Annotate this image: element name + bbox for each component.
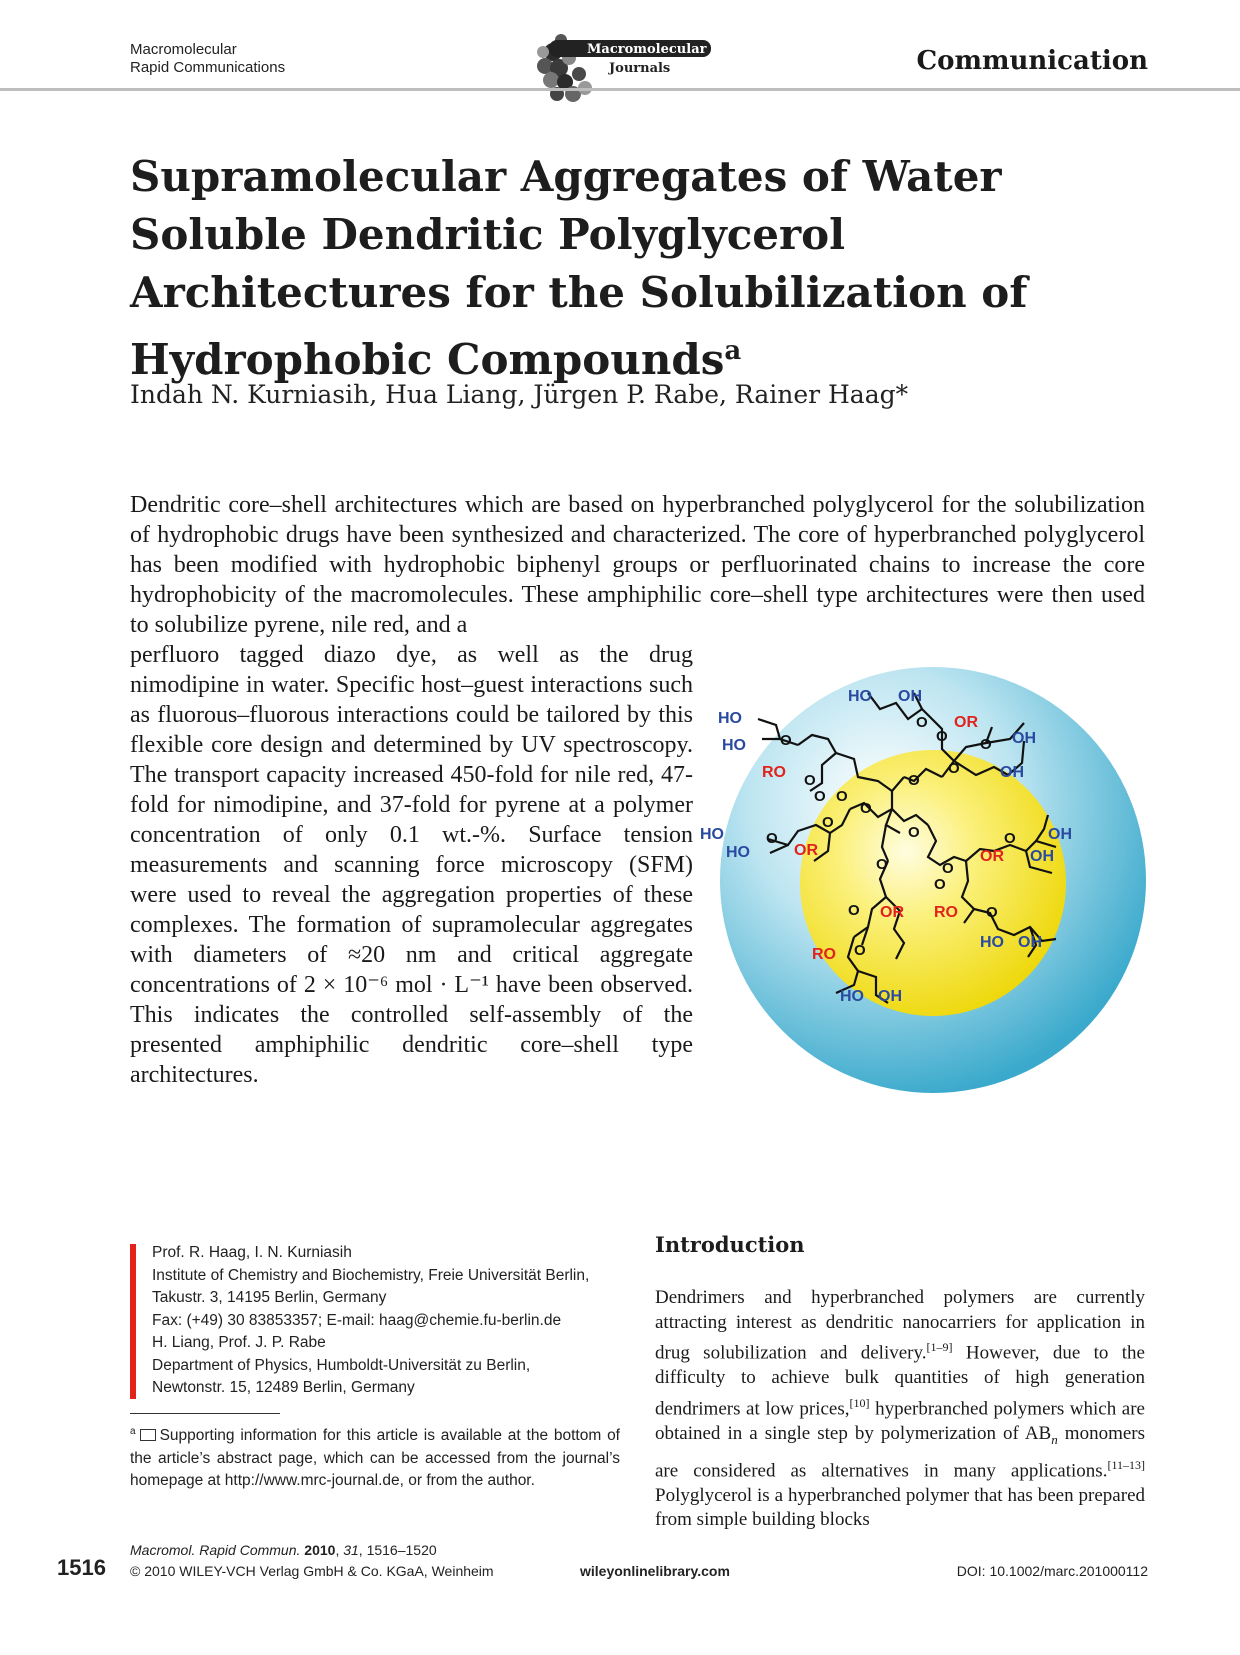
affiliation-line: Takustr. 3, 14195 Berlin, Germany (152, 1289, 387, 1306)
reference-link[interactable]: [11–13] (1107, 1457, 1145, 1472)
copyright: © 2010 WILEY-VCH Verlag GmbH & Co. KGaA, Weinheim (130, 1563, 494, 1579)
journal-citation: Macromol. Rapid Commun. 2010, 31, 1516–1520 © 2010 WILEY-VCH Verlag GmbH & Co. KGaA, Weinheim (130, 1540, 494, 1582)
footnote-text: Supporting information for this article is available at the bottom of the article’s abstract page, which can be accessed from the journal’s homepage at http://www.mrc-journal.de, or from the author. (130, 1427, 620, 1490)
label-ho-bottom-1: HO (980, 934, 1004, 951)
subscript-n: n (1051, 1431, 1058, 1447)
oxygen-atom: O (986, 904, 998, 921)
website-link[interactable]: wileyonlinelibrary.com (580, 1563, 730, 1579)
affiliation-line: Institute of Chemistry and Biochemistry, Freie Universität Berlin, (152, 1266, 590, 1284)
oxygen-atom: O (848, 902, 860, 919)
label-or-bottom-1: OR (880, 904, 904, 921)
oxygen-atom: O (942, 860, 954, 877)
title-footnote-mark: a (724, 336, 742, 366)
journal-name-line2: Rapid Communications (130, 59, 286, 76)
introduction-text (655, 1286, 1145, 1533)
label-oh-right-2: OH (1000, 764, 1024, 781)
authors: Indah N. Kurniasih, Hua Liang, Jürgen P. Rabe, Rainer Haag* (130, 380, 909, 409)
oxygen-atom: O (814, 788, 826, 805)
oxygen-atom: O (780, 732, 792, 749)
label-ho-mid-2: HO (726, 844, 750, 861)
intro-text: Dendrimers and hyperbranched polymers are currently attracting interest as dendritic nanocarriers for application in drug solubilization and delivery. (655, 1287, 1145, 1364)
label-oh-bottom-2: OH (878, 988, 902, 1005)
label-ho-top: HO (848, 688, 872, 705)
journal-name (130, 41, 285, 77)
affiliation-line: H. Liang, Prof. J. P. Rabe (152, 1334, 326, 1351)
oxygen-atom: O (908, 824, 920, 841)
oxygen-atom: O (948, 760, 960, 777)
label-ho-mid-1: HO (700, 826, 724, 843)
doi-link[interactable]: DOI: 10.1002/marc.201000112 (956, 1563, 1148, 1579)
affiliation-line: Department of Physics, Humboldt-Universität zu Berlin, (152, 1356, 531, 1374)
intro-text: Polyglycerol is a hyperbranched polymer that has been prepared from simple building blocks (655, 1484, 1145, 1531)
oxygen-atom: O (936, 728, 948, 745)
label-oh-right-1: OH (1012, 730, 1036, 747)
label-oh-right-4: OH (1030, 848, 1054, 865)
oxygen-atom: O (860, 800, 872, 817)
logo-text-line1: Macromolecular (587, 42, 707, 57)
citation-volume: 31 (343, 1542, 359, 1558)
page-number: 1516 (57, 1555, 106, 1580)
logo-text-line2: Journals (609, 61, 671, 76)
reference-link[interactable]: [10] (849, 1396, 870, 1411)
oxygen-atom: O (934, 876, 946, 893)
intro-text: However, due to the difficulty to achieve bulk quantities of high generation dendrimers at low prices, (655, 1342, 1145, 1420)
affiliation-block (152, 1242, 622, 1400)
affiliation-line: Fax: (+49) 30 83853357; E-mail: haag@chemie.fu-berlin.de (152, 1311, 562, 1329)
introduction-heading: Introduction (655, 1232, 805, 1257)
label-or-right: OR (980, 848, 1004, 865)
label-ro-left: RO (762, 764, 786, 781)
oxygen-atom: O (804, 772, 816, 789)
header-rule (0, 88, 1240, 91)
footnote-mark: a (130, 1426, 136, 1437)
label-oh-top: OH (898, 688, 922, 705)
label-ro-bottom-1: RO (934, 904, 958, 921)
intro-text: monomers are considered as alternatives in many applications. (655, 1423, 1145, 1481)
label-or-top: OR (954, 714, 978, 731)
oxygen-atom: O (980, 736, 992, 753)
article-title-text: Supramolecular Aggregates of Water Soluble Dendritic Polyglycerol Architectures for the Solubilization of Hydrophobic Compounds (130, 152, 1028, 384)
abstract-full-width: Dendritic core–shell architectures which are based on hyperbranched polyglycerol for the solubilization of hydrophobic drugs have been synthesized and characterized. The core of hyperbranched polyglycerol has been modified with hydrophobic biphenyl groups or perfluorinated chains to increase the core hydrophobicity of the macromolecules. These amphiphilic core–shell type architectures were then used to solubilize pyrene, nile red, and a (130, 492, 1145, 638)
label-oh-bottom-1: OH (1018, 934, 1042, 951)
affiliation-line: Newtonstr. 15, 12489 Berlin, Germany (152, 1379, 415, 1396)
oxygen-atom: O (916, 714, 928, 731)
label-ro-bottom-2: RO (812, 946, 836, 963)
label-ho-left-1: HO (718, 710, 742, 727)
journal-abbreviation: Macromol. Rapid Commun. (130, 1542, 301, 1558)
label-oh-right-3: OH (1048, 826, 1072, 843)
oxygen-atom: O (822, 814, 834, 831)
abstract-column: perfluoro tagged diazo dye, as well as the drug nimodipine in water. Specific host–guest interactions such as fluorous–fluorous interactions could be tailored by this flexible core design and determined by UV spectroscopy. The transport capacity increased 450-fold for nile red, 47-fold for nimodipine, and 37-fold for pyrene at a polymer concentration of only 0.1 wt.-%. Surface tension measurements and scanning force microscopy (SFM) were used to reveal the aggregation properties of these complexes. The formation of supramolecular aggregates with diameters of ≈20 nm and critical aggregate concentrations of 2 × 10⁻⁶ mol · L⁻¹ have been observed. This indicates the controlled self-assembly of the presented amphiphilic dendritic core–shell type architectures. (130, 642, 693, 1088)
computer-icon (140, 1429, 156, 1441)
label-ho-bottom-2: HO (840, 988, 864, 1005)
oxygen-atom: O (766, 830, 778, 847)
citation-year: 2010 (304, 1542, 336, 1558)
oxygen-atom: O (836, 788, 848, 805)
label-ho-left-2: HO (722, 737, 746, 754)
citation-pages: , 1516–1520 (358, 1542, 437, 1558)
label-or-mid: OR (794, 842, 818, 859)
footnote-rule (130, 1413, 280, 1414)
oxygen-atom: O (908, 772, 920, 789)
intro-text: hyperbranched polymers which are obtained in a single step by polymerization of AB (655, 1398, 1145, 1445)
journal-name-line1: Macromolecular (130, 41, 237, 58)
oxygen-atom: O (854, 942, 866, 959)
supporting-info-footnote (130, 1421, 620, 1493)
oxygen-atom: O (1004, 830, 1016, 847)
affiliation-line: Prof. R. Haag, I. N. Kurniasih (152, 1244, 352, 1261)
article-title (130, 148, 1130, 389)
macromolecular-journals-logo (531, 22, 711, 108)
oxygen-atom: O (876, 856, 888, 873)
dendritic-core-shell-figure (700, 665, 1148, 1095)
section-label: Communication (916, 46, 1148, 76)
affiliation-accent-bar (130, 1244, 136, 1399)
reference-link[interactable]: [1–9] (926, 1340, 953, 1355)
